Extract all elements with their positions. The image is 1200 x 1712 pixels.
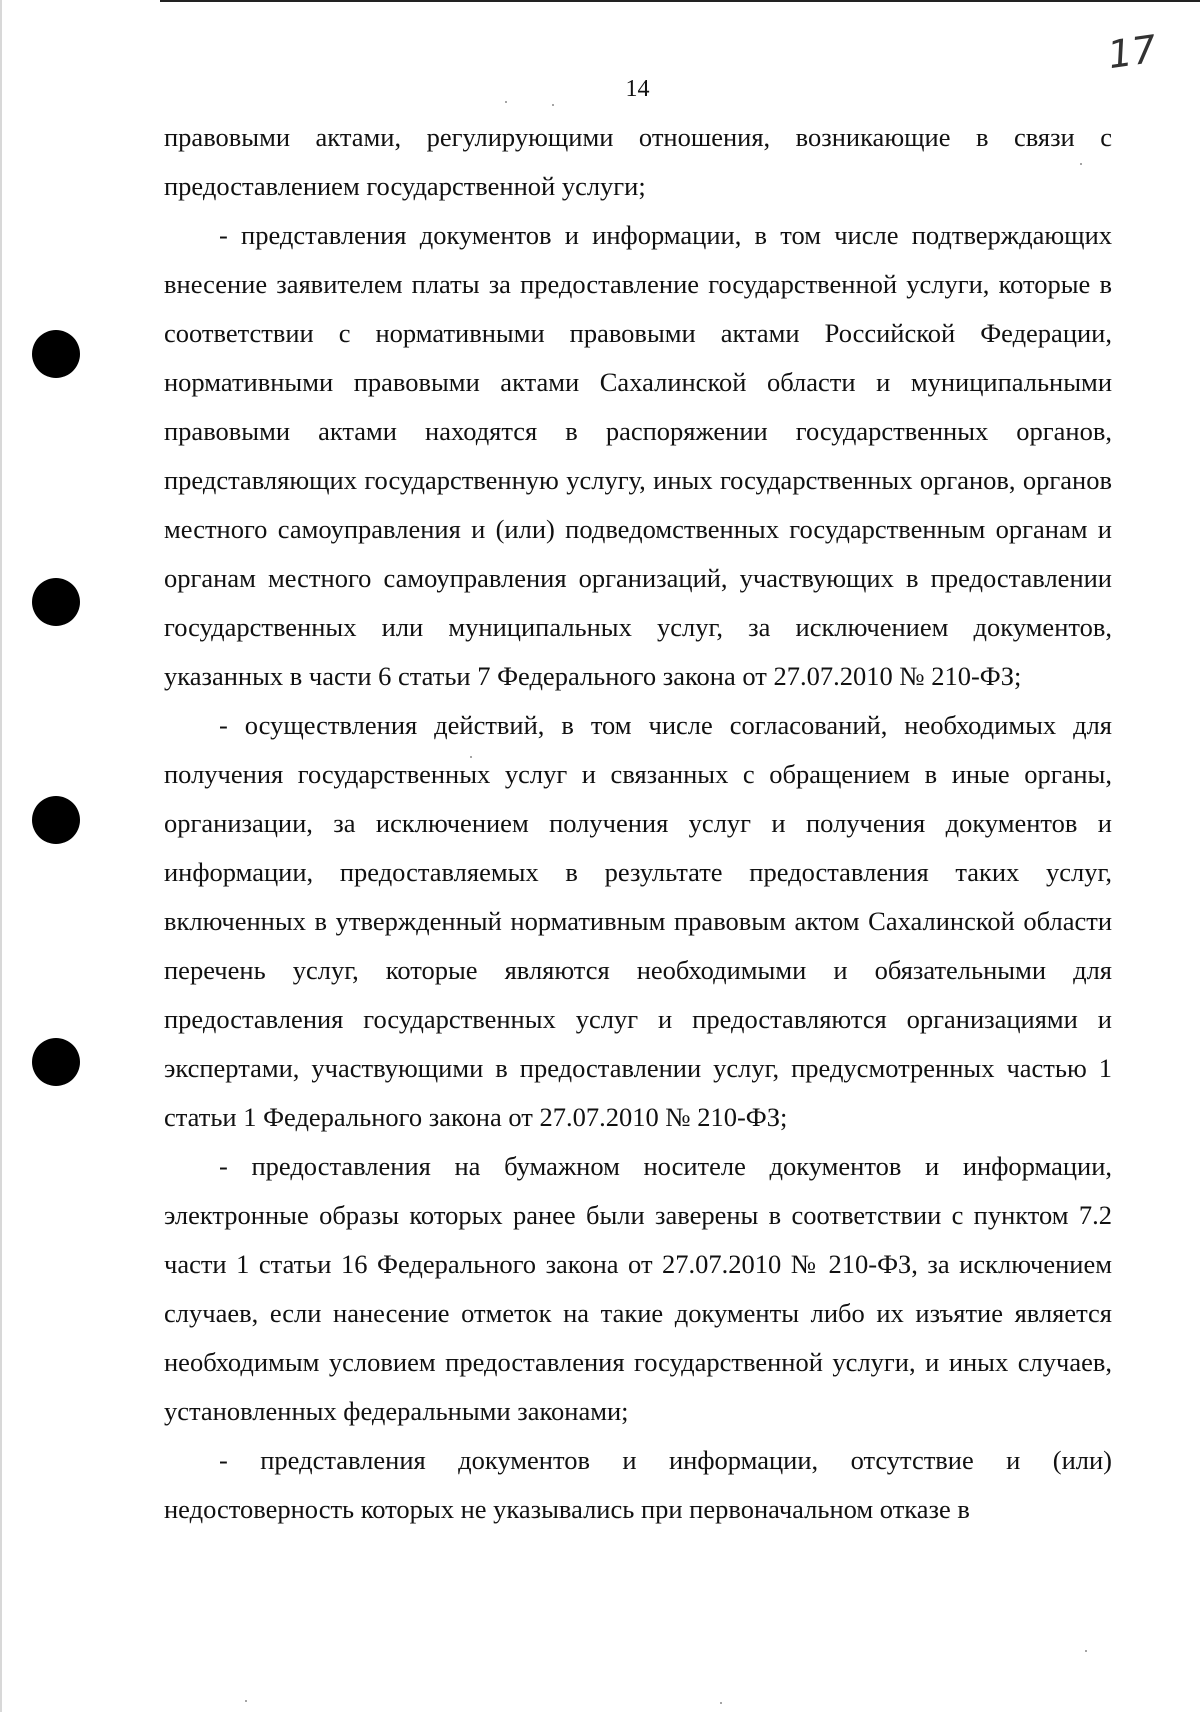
paragraph-documents-information: - представления документов и информации, в том числе подтверждающих внесение заявителем платы за предоставление государственной услуги, которые в соответствии с нормативными правовыми актами Российской Федерации, нормативными правовыми актами Сахалинской области и муниципальными правовыми актами находятся в распоряжении государственных органов, представляющих государственную услугу, иных государственных органов, органов местного самоуправления и (или) подведомственных государственным органам и органам местного самоуправления организаций, участвующих в предоставлении государственных или муниципальных услуг, за исключением документов, указанных в части 6 статьи 7 Федерального закона от 27.07.2010 № 210-ФЗ; <box>164 220 1112 691</box>
scan-speck <box>720 1702 722 1704</box>
document-body <box>164 113 1112 1534</box>
paragraph-unreliable-documents: - представления документов и информации, отсутствие и (или) недостоверность которых не указывались при первоначальном отказе в <box>164 1445 1112 1524</box>
scan-speck <box>470 756 472 758</box>
scan-top-border <box>160 0 1200 2</box>
scan-speck <box>1085 1650 1087 1652</box>
paragraph-continuation: правовыми актами, регулирующими отношения, возникающие в связи с предоставлением государственной услуги; <box>164 122 1112 201</box>
paragraph-actions-approvals: - осуществления действий, в том числе согласований, необходимых для получения государственных услуг и связанных с обращением в иные органы, организации, за исключением получения услуг и получения документов и информации, предоставляемых в результате предоставления таких услуг, включенных в утвержденный нормативным правовым актом Сахалинской области перечень услуг, которые являются необходимыми и обязательными для предоставления государственных услуг и предоставляются организациями и экспертами, участвующими в предоставлении услуг, предусмотренных частью 1 статьи 1 Федерального закона от 27.07.2010 № 210-ФЗ; <box>164 710 1112 1132</box>
scan-speck <box>245 1700 247 1702</box>
handwritten-sheet-number: 17 <box>1105 26 1160 78</box>
punch-hole <box>32 330 80 378</box>
punch-hole <box>32 796 80 844</box>
scan-speck <box>552 104 554 106</box>
punch-hole <box>32 1038 80 1086</box>
scan-left-edge <box>0 0 2 1712</box>
scan-speck <box>1080 163 1082 165</box>
punch-hole <box>32 578 80 626</box>
scan-speck <box>505 101 507 103</box>
page-number: 14 <box>625 76 650 102</box>
paragraph-paper-documents: - предоставления на бумажном носителе документов и информации, электронные образы которых ранее были заверены в соответствии с пунктом 7.2 части 1 статьи 16 Федерального закона от 27.07.2010 № 210-ФЗ, за исключением случаев, если нанесение отметок на такие документы либо их изъятие является необходимым условием предоставления государственной услуги, и иных случаев, установленных федеральными законами; <box>164 1151 1112 1426</box>
